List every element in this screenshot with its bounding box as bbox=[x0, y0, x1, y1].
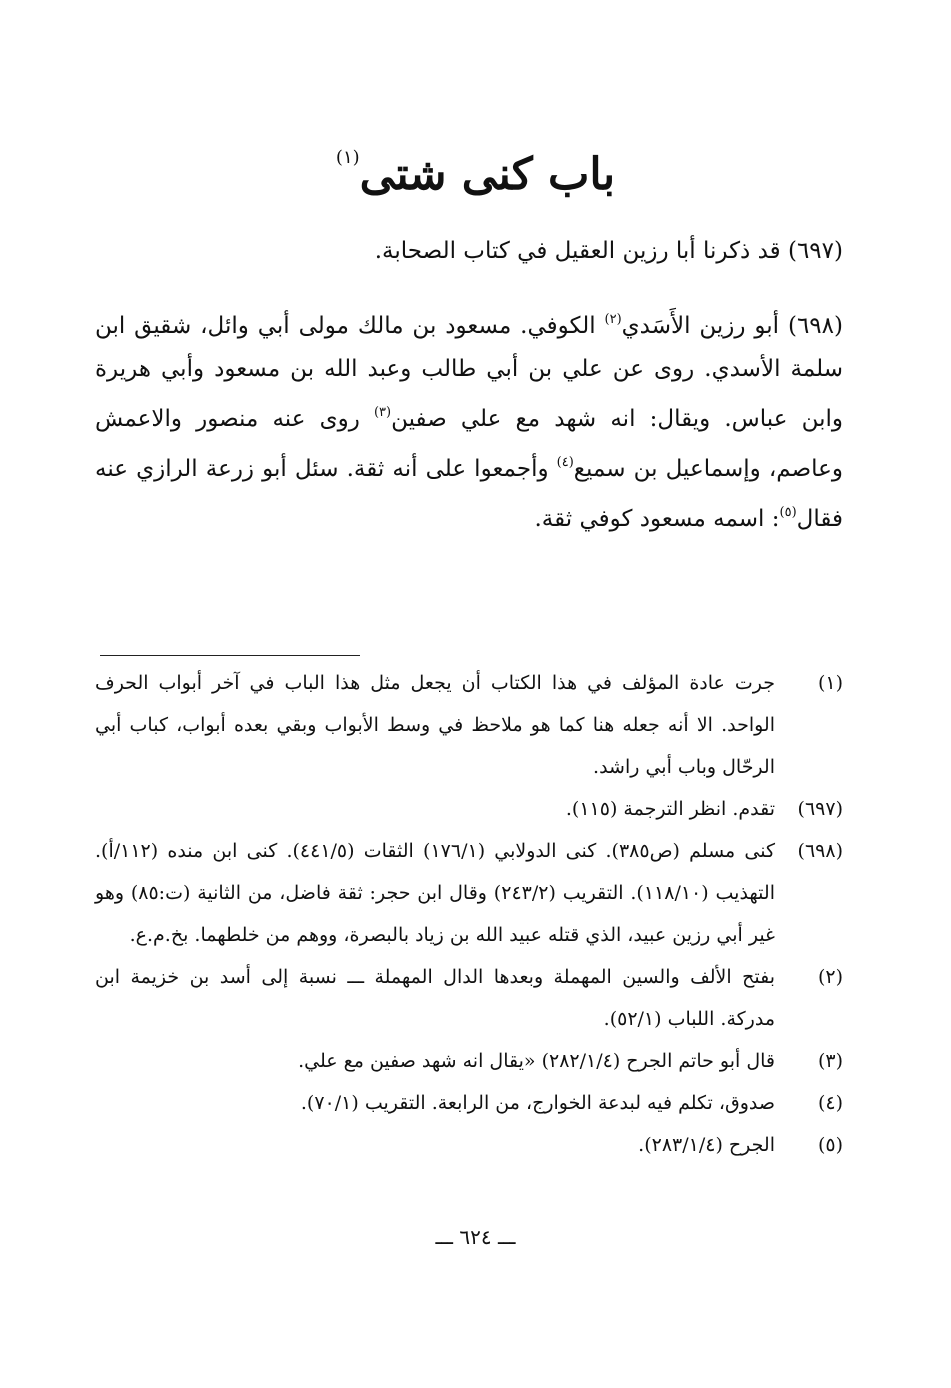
footnote-item bbox=[95, 662, 843, 788]
footnote-text: صدوق، تكلم فيه لبدعة الخوارج، من الرابعة. التقريب (٧٠/١). bbox=[300, 1092, 775, 1114]
footnote-ref: (٤) bbox=[556, 455, 574, 470]
footnote-text: قال أبو حاتم الجرح (٢٨٢/١/٤) «يقال انه شهد صفين مع علي. bbox=[298, 1050, 775, 1072]
footnote-number: (٥) bbox=[817, 1134, 843, 1156]
footnote-text: كنى مسلم (ص٣٨٥). كنى الدولابي (١٧٦/١) الثقات (٤٤١/٥). كنى ابن منده (١١٢/أ). التهذيب (١١٨/١٠). التقريب (٢٤٣/٢) وقال ابن حجر: ثقة فاضل، من الثانية (ت:٨٥) وهو غير أبي رزين عبيد، الذي قتله عبيد الله بن زياد بالبصرة، ووهم من خلطهما. بخ.م.ع. bbox=[95, 840, 776, 946]
chapter-title bbox=[0, 128, 951, 205]
footnote-ref: (١) bbox=[335, 147, 360, 168]
footnote-separator bbox=[100, 655, 360, 656]
entry-text: : اسمه مسعود كوفي ثقة. bbox=[534, 506, 780, 532]
entry-text: وأجمعوا على أنه ثقة. سئل أبو زرعة الرازي عنه فقال bbox=[95, 456, 843, 532]
entry-number: (٦٩٨) bbox=[787, 313, 843, 339]
footnote-text: بفتح الألف والسين المهملة وبعدها الدال المهملة ـــ نسبة إلى أسد بن خزيمة ابن مدركة. اللباب (٥٢/١). bbox=[95, 966, 775, 1030]
entry-text: روى عنه منصور والاعمش وعاصم، وإسماعيل بن سميع bbox=[95, 406, 843, 482]
footnote-item bbox=[95, 1040, 843, 1082]
footnote-number: (٤) bbox=[817, 1092, 843, 1114]
footnote-item bbox=[95, 830, 843, 956]
footnotes bbox=[95, 662, 843, 1166]
footnote-item bbox=[95, 1082, 843, 1124]
footnote-ref: (٢) bbox=[604, 312, 622, 327]
chapter-title-text: باب كنى شتى bbox=[359, 149, 616, 200]
footnote-number: (٦٩٨) bbox=[797, 840, 843, 862]
footnote-ref: (٥) bbox=[779, 505, 797, 520]
footnote-item bbox=[95, 956, 843, 1040]
footnote-number: (٣) bbox=[817, 1050, 843, 1072]
footnote-item bbox=[95, 1124, 843, 1166]
entry-698 bbox=[95, 298, 843, 541]
entry-text: قد ذكرنا أبا رزين العقيل في كتاب الصحابة. bbox=[374, 238, 781, 264]
entry-697 bbox=[95, 230, 843, 273]
footnote-text: تقدم. انظر الترجمة (١١٥). bbox=[565, 798, 775, 820]
footnote-number: (١) bbox=[817, 672, 843, 694]
footnote-ref: (٣) bbox=[373, 405, 392, 420]
page-number: ـــ ٦٢٤ ـــ bbox=[435, 1225, 516, 1249]
entry-text: الكوفي. مسعود بن مالك مولى أبي وائل، شقيق ابن سلمة الأسدي. روى عن علي بن أبي طالب وعبد الله بن مسعود وأبي هريرة وابن عباس. ويقال: انه شهد مع علي صفين bbox=[95, 313, 843, 432]
footnote-text: الجرح (٢٨٣/١/٤). bbox=[638, 1134, 775, 1156]
footnote-number: (٦٩٧) bbox=[797, 798, 843, 820]
entry-text: أبو رزين الأَسَدي bbox=[621, 313, 780, 339]
entry-number: (٦٩٧) bbox=[787, 238, 843, 264]
footnote-item bbox=[95, 788, 843, 830]
footnote-number: (٢) bbox=[817, 966, 843, 988]
footnote-text: جرت عادة المؤلف في هذا الكتاب أن يجعل مثل هذا الباب في آخر أبواب الحرف الواحد. الا أنه جعله هنا كما هو ملاحظ في وسط الأبواب وبقي بعده أبواب، كباب أبي الرحّال وباب أبي راشد. bbox=[95, 672, 775, 778]
